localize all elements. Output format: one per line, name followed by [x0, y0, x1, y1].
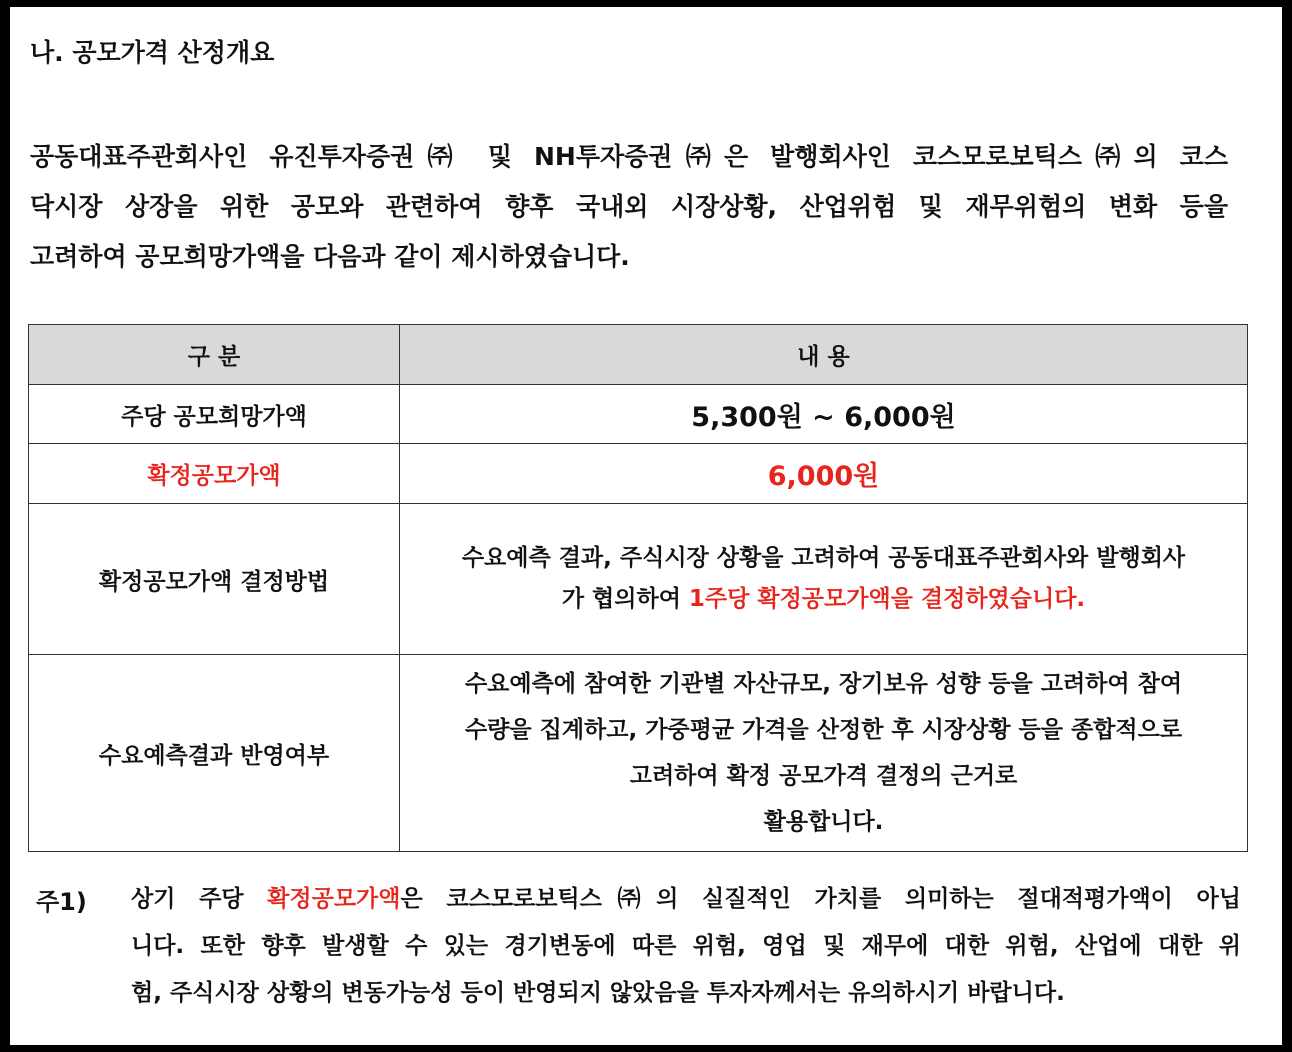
value-line: 고려하여 확정 공모가격 결정의 근거로	[629, 763, 1018, 789]
intro-line-3: 고려하여 공모희망가액을 다음과 같이 제시하였습니다.	[30, 242, 630, 271]
price-overview-table	[28, 324, 1248, 852]
header-category: 구 분	[29, 325, 400, 385]
footnote-text: 상기 주당	[131, 886, 268, 912]
value-line: 수량을 집계하고, 가중평균 가격을 산정한 후 시장상황 등을 종합적으로	[464, 717, 1183, 743]
row-label: 확정공모가액	[29, 444, 400, 504]
footnote-text: 은 코스모로보틱스㈜의 실질적인 가치를 의미하는 절대적평가액이 아닙	[400, 886, 1241, 912]
row-value	[400, 655, 1248, 852]
row-label: 주당 공모희망가액	[29, 385, 400, 444]
value-line: 활용합니다.	[763, 809, 884, 835]
footnote-body	[131, 876, 1241, 1017]
header-content: 내 용	[400, 325, 1248, 385]
table-row	[29, 504, 1248, 655]
footnote-line-1	[131, 876, 1241, 923]
row-label: 수요예측결과 반영여부	[29, 655, 400, 852]
value-line: 수요예측 결과, 주식시장 상황을 고려하여 공동대표주관회사와 발행회사	[461, 545, 1186, 571]
row-label: 확정공모가액 결정방법	[29, 504, 400, 655]
table-row	[29, 655, 1248, 852]
value-text: 가 협의하여	[561, 586, 689, 612]
document-page	[10, 7, 1282, 1045]
intro-line-2: 닥시장 상장을 위한 공모와 관련하여 향후 국내외 시장상황, 산업위험 및 재무위험의 변화 등을	[30, 192, 1228, 221]
row-value	[400, 504, 1248, 655]
table-row	[29, 385, 1248, 444]
footnote-label: 주1)	[36, 888, 87, 916]
value-line	[408, 579, 1239, 620]
footnote-highlight: 확정공모가액	[267, 886, 401, 912]
value-highlight: 1주당 확정공모가액을 결정하였습니다.	[688, 586, 1086, 612]
table-row	[29, 444, 1248, 504]
row-value: 5,300원 ~ 6,000원	[400, 385, 1248, 444]
row-value: 6,000원	[400, 444, 1248, 504]
section-heading: 나. 공모가격 산정개요	[30, 38, 275, 67]
footnote-line-3: 험, 주식시장 상황의 변동가능성 등이 반영되지 않았음을 투자자께서는 유의하시기 바랍니다.	[131, 980, 1065, 1006]
intro-paragraph	[30, 132, 1245, 282]
table-header-row	[29, 325, 1248, 385]
intro-line-1: 공동대표주관회사인 유진투자증권㈜ 및 NH투자증권㈜은 발행회사인 코스모로보틱스㈜의 코스	[30, 142, 1228, 171]
value-line: 수요예측에 참여한 기관별 자산규모, 장기보유 성향 등을 고려하여 참여	[464, 671, 1183, 697]
footnote-line-2: 니다. 또한 향후 발생할 수 있는 경기변동에 따른 위험, 영업 및 재무에 대한 위험, 산업에 대한 위	[131, 933, 1241, 959]
